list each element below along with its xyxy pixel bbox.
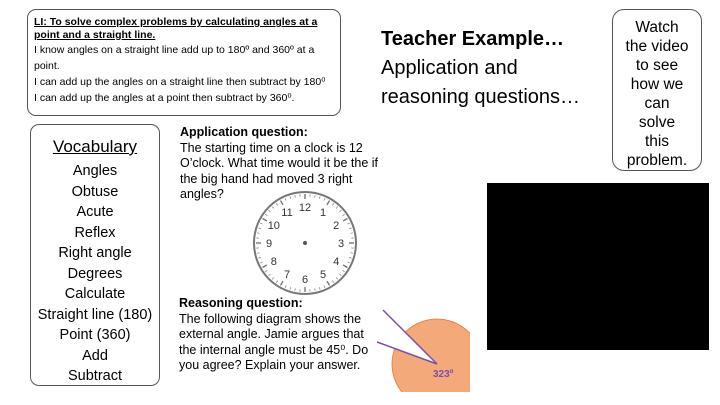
learning-intention-title: LI: To solve complex problems by calculating angles at a point and a straight line. [34, 16, 318, 41]
application-question-text: The starting time on a clock is 12 O’clock. What time would it be the if the big hand had moved 3 right angles? [180, 140, 378, 201]
vocab-item: Obtuse [71, 183, 119, 200]
watch-line: can [644, 95, 670, 112]
reasoning-question [179, 296, 374, 374]
teacher-example-title: Teacher Example… [381, 28, 565, 50]
clock-number: 5 [319, 269, 327, 282]
vocabulary-box [30, 124, 160, 386]
clock-number: 2 [333, 220, 340, 232]
clock-number: 1 [319, 206, 327, 219]
angle-diagram [375, 302, 470, 392]
clock-number: 4 [333, 256, 340, 268]
vocab-item: Calculate [64, 286, 126, 302]
angle-label: 323º [433, 369, 454, 380]
success-criterion-2: I can add up the angles on a straight line then subtract by 180⁰ [34, 76, 326, 88]
teacher-example [381, 25, 611, 112]
reasoning-question-title: Reasoning question: [179, 296, 303, 310]
clock-icon [250, 188, 360, 298]
watch-line: solve [638, 114, 676, 131]
watch-line: this [644, 133, 670, 150]
application-question-title: Application question: [180, 125, 308, 139]
learning-intention-box [27, 9, 341, 116]
vocab-item: Straight line (180) [37, 306, 153, 323]
clock-number: 6 [301, 274, 309, 286]
video-player[interactable] [487, 183, 709, 350]
vocabulary-title: Vocabulary [52, 137, 138, 156]
teacher-example-line: Application and [381, 57, 518, 79]
watch-line: problem. [626, 152, 688, 169]
teacher-example-line: reasoning questions… [381, 86, 581, 108]
clock-number: 7 [283, 269, 291, 282]
clock-number: 9 [265, 238, 273, 250]
reasoning-question-text: The following diagram shows the external angle. Jamie argues that the internal angle must be 45⁰. Do you agree? Explain your answer. [179, 311, 369, 372]
vocab-item: Acute [76, 204, 114, 220]
success-criterion-3: I can add up the angles at a point then subtract by 360⁰. [34, 92, 295, 104]
watch-line: the video [625, 38, 689, 55]
clock-number: 11 [281, 206, 293, 219]
vocab-item: Add [82, 347, 108, 364]
vocab-item: Angles [72, 163, 118, 179]
vocab-item: Point (360) [59, 327, 131, 343]
clock-number: 3 [337, 238, 345, 250]
success-criterion-1: I know angles on a straight line add up to 180º and 360º at a point. [34, 44, 315, 72]
vocab-item: Degrees [67, 265, 123, 282]
watch-line: Watch [635, 19, 679, 36]
watch-video-box [612, 9, 702, 171]
clock-number: 10 [267, 220, 280, 232]
watch-line: to see [635, 57, 679, 74]
clock-number: 8 [270, 256, 277, 268]
clock-number: 12 [298, 202, 312, 214]
vocab-item: Right angle [58, 245, 132, 261]
vocab-item: Subtract [68, 368, 122, 384]
vocab-item: Reflex [74, 224, 116, 241]
watch-line: how we [630, 76, 684, 93]
